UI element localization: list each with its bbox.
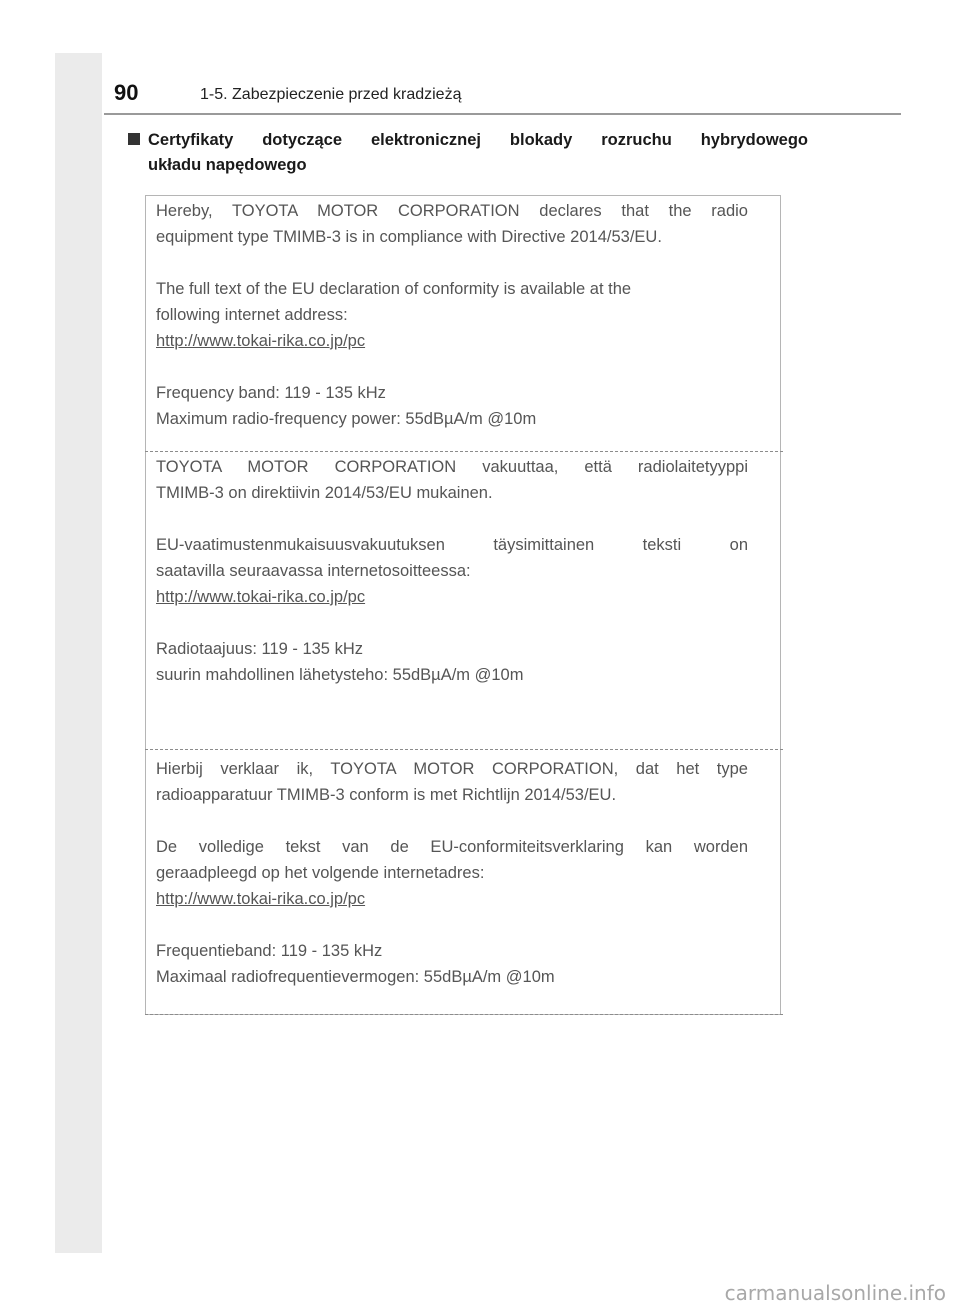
heading-line-1: Certyfikaty dotyczące elektronicznej blokady rozruchu hybrydowego	[148, 131, 808, 149]
certificate-box	[145, 195, 781, 1015]
chapter-title: 1-5. Zabezpieczenie przed kradzieżą	[200, 86, 462, 103]
radio-power: Maximaal radiofrequentievermogen: 55dBµA/m @10m	[156, 968, 555, 986]
page-number: 90	[114, 80, 139, 105]
site-watermark: carmanualsonline.info	[724, 1281, 946, 1305]
declaration-line: EU-vaatimustenmukaisuusvakuutuksen täysimittainen teksti on	[156, 536, 748, 554]
square-bullet-icon	[128, 133, 140, 145]
radio-power: Maximum radio-frequency power: 55dBµA/m @10m	[156, 410, 537, 428]
declaration-line: Hierbij verklaar ik, TOYOTA MOTOR CORPORATION, dat het type	[156, 760, 748, 778]
declaration-line: Hereby, TOYOTA MOTOR CORPORATION declares that the radio	[156, 202, 748, 220]
declaration-line: geraadpleegd op het volgende internetadres:	[156, 864, 485, 882]
frequency-band: Frequency band: 119 - 135 kHz	[156, 384, 386, 402]
declaration-finnish	[146, 454, 780, 688]
declaration-line: TMIMB-3 on direktiivin 2014/53/EU mukainen.	[156, 484, 493, 502]
declaration-line: De volledige tekst van de EU-conformiteitsverklaring kan worden	[156, 838, 748, 856]
section-divider	[145, 451, 783, 452]
declaration-link[interactable]: http://www.tokai-rika.co.jp/pc	[156, 332, 366, 350]
declaration-english	[146, 198, 780, 432]
declaration-line: following internet address:	[156, 306, 348, 324]
frequency-band: Frequentieband: 119 - 135 kHz	[156, 942, 383, 960]
frequency-band: Radiotaajuus: 119 - 135 kHz	[156, 640, 363, 658]
section-divider	[145, 1014, 783, 1015]
declaration-line: radioapparatuur TMIMB-3 conform is met Richtlijn 2014/53/EU.	[156, 786, 617, 804]
header-rule	[104, 113, 901, 115]
declaration-link[interactable]: http://www.tokai-rika.co.jp/pc	[156, 588, 366, 606]
radio-power: suurin mahdollinen lähetysteho: 55dBµA/m @10m	[156, 666, 524, 684]
declaration-dutch	[146, 756, 780, 990]
declaration-line: The full text of the EU declaration of conformity is available at the	[156, 280, 632, 298]
declaration-link[interactable]: http://www.tokai-rika.co.jp/pc	[156, 890, 366, 908]
section-divider	[145, 749, 783, 750]
side-margin-band	[55, 53, 102, 1253]
heading-line-2: układu napędowego	[148, 156, 307, 174]
declaration-line: equipment type TMIMB-3 is in compliance with Directive 2014/53/EU.	[156, 228, 662, 246]
declaration-line: saatavilla seuraavassa internetosoitteessa:	[156, 562, 471, 580]
section-heading	[128, 128, 808, 178]
declaration-line: TOYOTA MOTOR CORPORATION vakuuttaa, että radiolaitetyyppi	[156, 458, 748, 476]
